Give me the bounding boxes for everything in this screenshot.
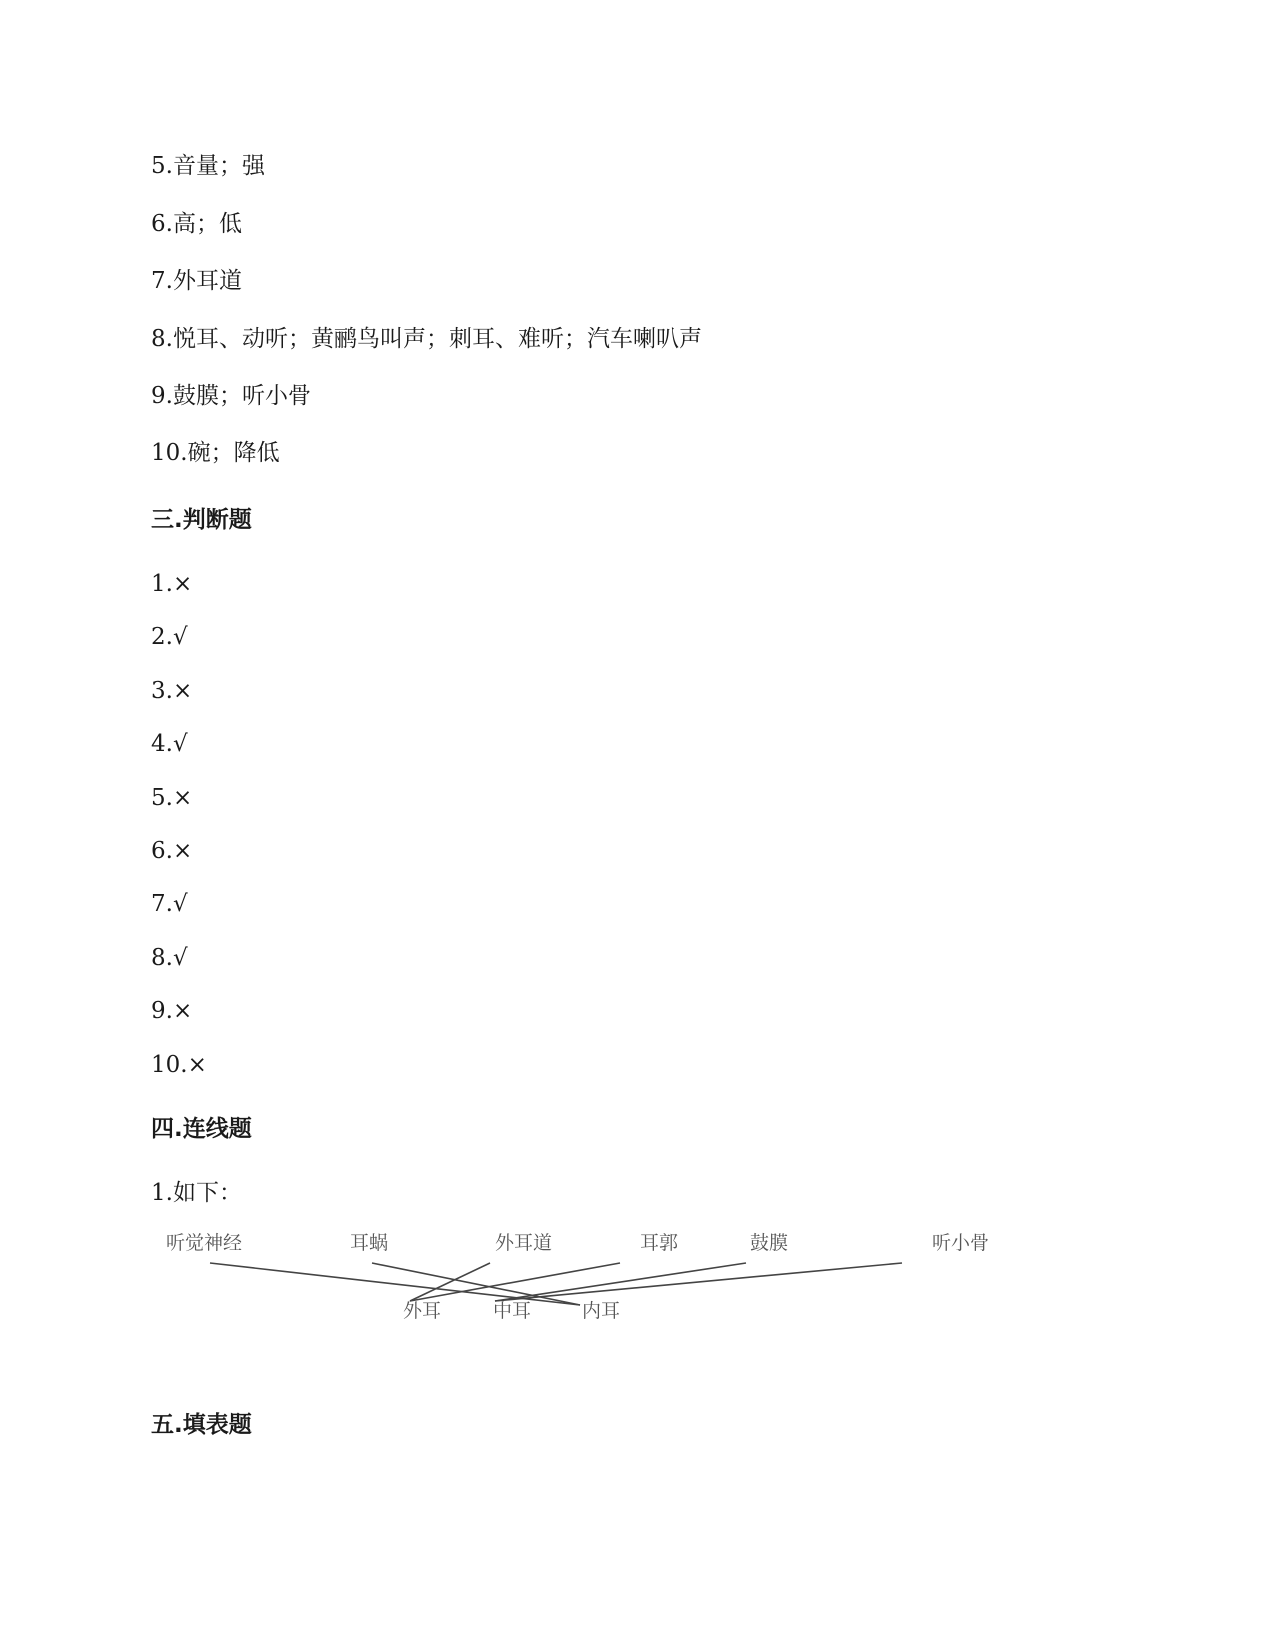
fill-answer-10: 10.碗；降低	[151, 440, 280, 466]
matching-diagram	[150, 1225, 1010, 1340]
fill-answer-5: 5.音量；强	[151, 153, 265, 179]
judge-answer-7: 7.√	[151, 891, 188, 917]
judge-answer-3: 3.×	[151, 678, 193, 704]
judge-answer-2: 2.√	[151, 624, 188, 650]
bottom-term-1: 外耳	[403, 1300, 442, 1322]
bottom-term-2: 中耳	[493, 1300, 532, 1322]
judge-answer-9: 9.×	[151, 998, 193, 1024]
section-heading-match: 四.连线题	[151, 1116, 252, 1142]
bottom-term-3: 内耳	[582, 1300, 621, 1322]
connection-line	[410, 1263, 490, 1301]
fill-answer-6: 6.高；低	[151, 211, 242, 237]
connection-line	[410, 1263, 620, 1301]
fill-answer-9: 9.鼓膜；听小骨	[151, 383, 311, 409]
section-heading-table: 五.填表题	[151, 1412, 252, 1438]
judge-answer-10: 10.×	[151, 1052, 207, 1078]
top-term-1: 听觉神经	[166, 1232, 243, 1254]
connection-line	[495, 1263, 902, 1301]
judge-answer-5: 5.×	[151, 785, 193, 811]
top-term-5: 鼓膜	[750, 1232, 789, 1254]
connection-line	[495, 1263, 746, 1301]
match-intro: 1.如下：	[151, 1180, 242, 1206]
judge-answer-4: 4.√	[151, 731, 188, 757]
section-heading-judge: 三.判断题	[151, 507, 252, 533]
judge-answer-8: 8.√	[151, 945, 188, 971]
judge-answer-1: 1.×	[151, 571, 193, 597]
top-term-4: 耳郭	[640, 1232, 679, 1254]
top-term-3: 外耳道	[495, 1232, 553, 1254]
top-term-6: 听小骨	[932, 1232, 990, 1254]
top-term-2: 耳蜗	[350, 1232, 389, 1254]
fill-answer-8: 8.悦耳、动听；黄鹂鸟叫声；刺耳、难听；汽车喇叭声	[151, 326, 702, 352]
fill-answer-7: 7.外耳道	[151, 268, 242, 294]
judge-answer-6: 6.×	[151, 838, 193, 864]
